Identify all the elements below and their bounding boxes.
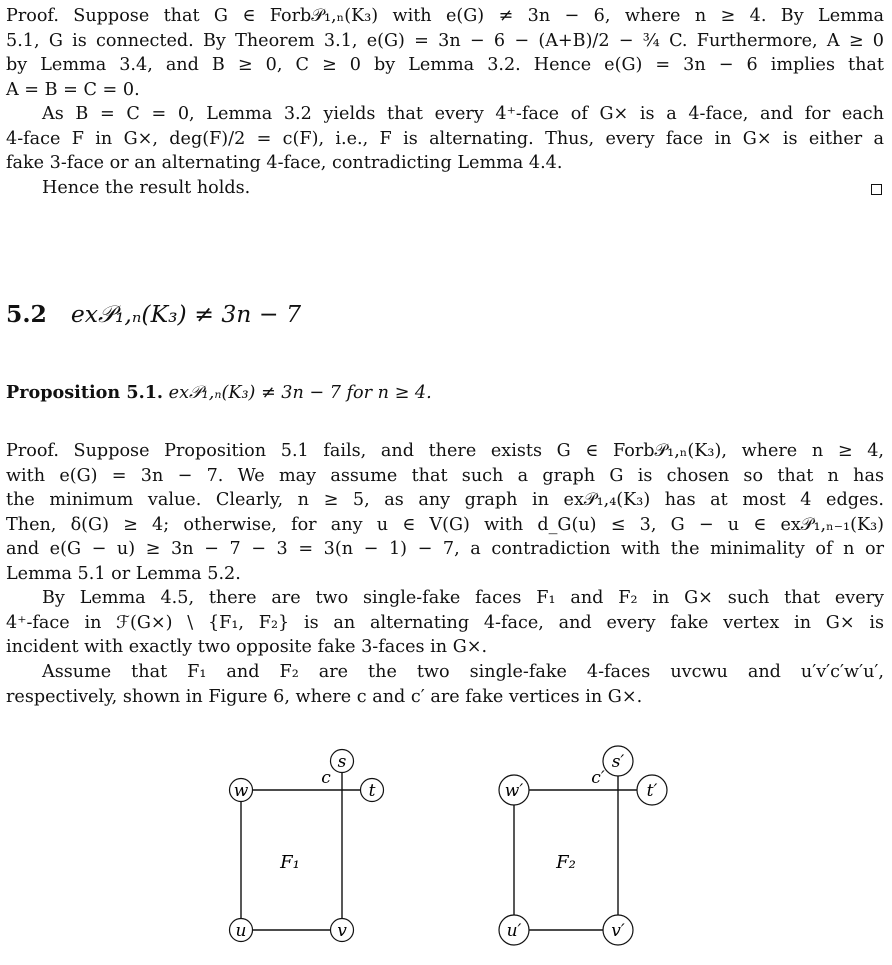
section-heading bbox=[6, 300, 301, 328]
proof-2-paragraph-3 bbox=[6, 660, 884, 709]
section-title: ex𝒫₁,ₙ(K₃) ≠ 3n − 7 bbox=[70, 300, 302, 328]
text-line: Lemma 5.1 or Lemma 5.2. bbox=[6, 563, 241, 584]
proof-2-paragraph-1 bbox=[6, 439, 884, 587]
label-u: u bbox=[235, 921, 247, 941]
label-c-prime: c′ bbox=[591, 768, 605, 788]
face-f1-diagram bbox=[230, 750, 384, 942]
label-w-prime: w′ bbox=[504, 781, 524, 801]
section-number: 5.2 bbox=[6, 300, 47, 328]
label-c: c bbox=[321, 768, 331, 788]
text-line: 4⁺-face in ℱ(G×) \ {F₁, F₂} is an alternating 4-face, and every fake vertex in G× is bbox=[6, 612, 884, 633]
text-line: fake 3-face or an alternating 4-face, contradicting Lemma 4.4. bbox=[6, 153, 563, 174]
qed-square bbox=[871, 184, 882, 195]
label-v-prime: v′ bbox=[611, 921, 625, 941]
text-line: Then, δ(G) ≥ 4; otherwise, for any u ∈ V(G) with d_G(u) ≤ 3, G − u ∈ ex𝒫₁,ₙ₋₁(K₃) bbox=[6, 514, 884, 535]
text-line: Hence the result holds. bbox=[42, 178, 251, 198]
text-line: Assume that F₁ and F₂ are the two single-fake 4-faces uvcwu and u′v′c′w′u′, bbox=[42, 662, 884, 682]
text-line: by Lemma 3.4, and B ≥ 0, C ≥ 0 by Lemma 3.2. Hence e(G) = 3n − 6 implies that bbox=[6, 55, 884, 76]
face-f2-diagram bbox=[499, 746, 667, 945]
text-line: A = B = C = 0. bbox=[6, 79, 140, 100]
figure-6 bbox=[0, 725, 892, 965]
label-u-prime: u′ bbox=[506, 921, 522, 941]
label-t: t bbox=[368, 781, 376, 801]
label-t-prime: t′ bbox=[646, 781, 658, 801]
text-line: the minimum value. Clearly, n ≥ 5, as any graph in ex𝒫₁,₄(K₃) has at most 4 edges. bbox=[6, 490, 884, 511]
label-s: s bbox=[337, 752, 347, 772]
proof-1-paragraph-3 bbox=[6, 176, 884, 201]
text-line: Proof. Suppose that G ∈ Forb𝒫₁,ₙ(K₃) with e(G) ≠ 3n − 6, where n ≥ 4. By Lemma bbox=[6, 6, 884, 26]
text-line: respectively, shown in Figure 6, where c and c′ are fake vertices in G×. bbox=[6, 686, 643, 707]
label-s-prime: s′ bbox=[611, 752, 625, 772]
text-line: with e(G) = 3n − 7. We may assume that such a graph G is chosen so that n has bbox=[6, 465, 884, 486]
text-line: By Lemma 4.5, there are two single-fake faces F₁ and F₂ in G× such that every bbox=[42, 588, 884, 608]
text-line: and e(G − u) ≥ 3n − 7 − 3 = 3(n − 1) − 7, a contradiction with the minimality of n or bbox=[6, 539, 884, 560]
text-line: 5.1, G is connected. By Theorem 3.1, e(G) = 3n − 6 − (A+B)/2 − ¾ C. Furthermore, A ≥ 0 bbox=[6, 30, 884, 51]
proof-1-paragraph-1 bbox=[6, 4, 884, 102]
proof-2-paragraph-2 bbox=[6, 586, 884, 660]
proposition-statement bbox=[6, 381, 884, 406]
text-line: 4-face F in G×, deg(F)/2 = c(F), i.e., F is alternating. Thus, every face in G× is either a bbox=[6, 128, 884, 149]
label-w: w bbox=[233, 781, 249, 801]
label-v: v bbox=[337, 921, 347, 941]
proposition-text: ex𝒫₁,ₙ(K₃) ≠ 3n − 7 for n ≥ 4. bbox=[168, 383, 432, 403]
proposition-label: Proposition 5.1. bbox=[6, 382, 164, 403]
label-face-f2: F₂ bbox=[556, 852, 576, 873]
proof-1-paragraph-2 bbox=[6, 102, 884, 176]
label-face-f1: F₁ bbox=[280, 852, 300, 873]
text-line: Proof. Suppose Proposition 5.1 fails, and there exists G ∈ Forb𝒫₁,ₙ(K₃), where n ≥ 4, bbox=[6, 441, 884, 461]
text-line: As B = C = 0, Lemma 3.2 yields that every 4⁺-face of G× is a 4-face, and for each bbox=[42, 104, 884, 124]
text-line: incident with exactly two opposite fake 3-faces in G×. bbox=[6, 637, 488, 658]
